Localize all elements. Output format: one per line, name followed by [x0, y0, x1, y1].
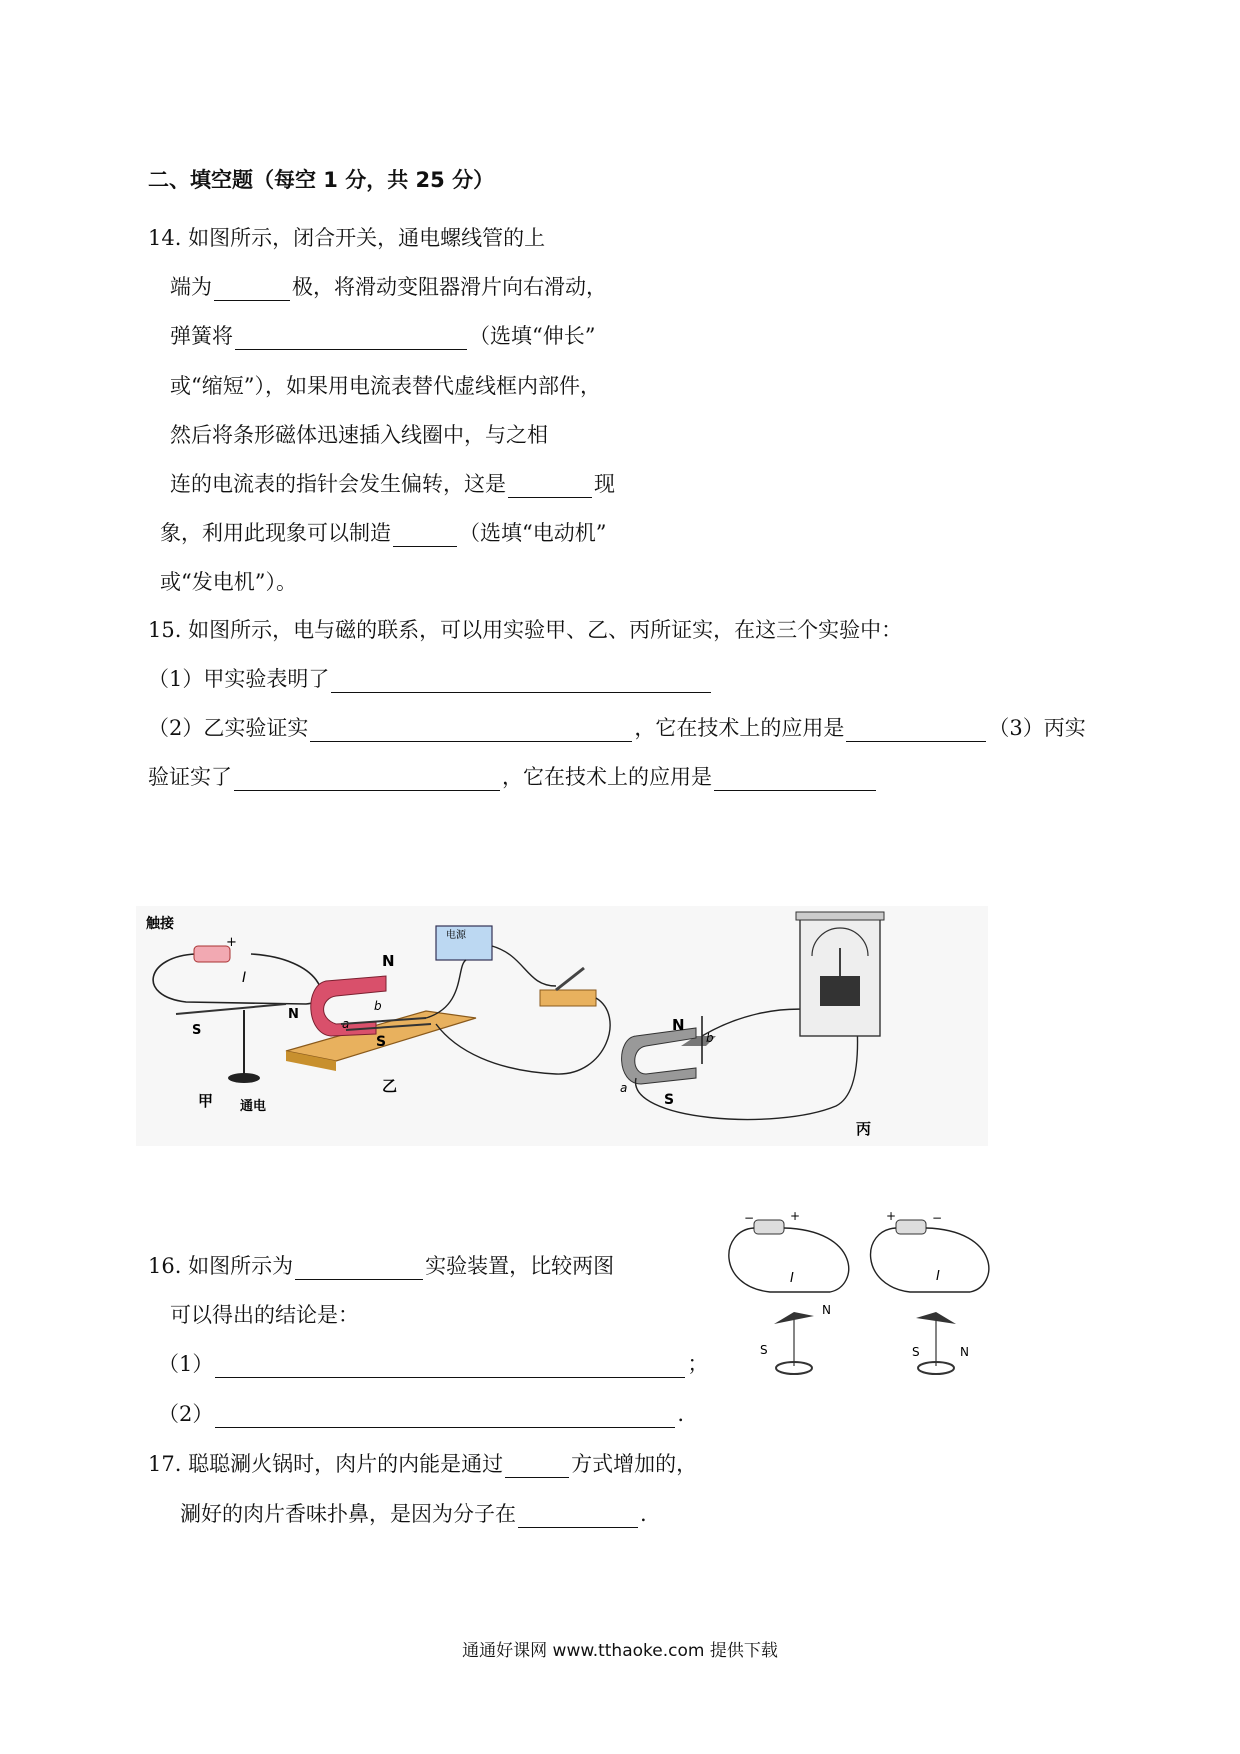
label-left-plus: +: [790, 1209, 801, 1223]
label-s: S: [192, 1023, 202, 1038]
q14-blank-device: [393, 524, 457, 547]
q14-line-5: 然后将条形磁体迅速插入线圈中，与之相: [170, 423, 548, 447]
label-right-current: I: [936, 1269, 940, 1284]
q17-line-1: [148, 1450, 697, 1478]
label-right-n: N: [960, 1345, 969, 1359]
page-footer: 通通好课网 www.tthaoke.com 提供下载: [462, 1641, 778, 1661]
q15-blank-5: [714, 768, 876, 791]
label-power-on: 通电: [240, 1099, 267, 1114]
q16-line-3: [158, 1350, 708, 1378]
q16-line-4: [158, 1400, 684, 1428]
battery-icon: [194, 946, 230, 962]
q15-text: （3）丙实: [988, 716, 1086, 740]
label-plus: +: [226, 935, 237, 950]
figure-16-svg: [710, 1206, 1010, 1382]
q15-blank-1: [331, 670, 711, 693]
label-ind-a: a: [620, 1081, 628, 1095]
q14-line-6: [170, 470, 615, 498]
q14-line-2: [170, 273, 607, 301]
q14-blank-spring: [235, 327, 467, 350]
q14-text: 端为: [170, 275, 212, 299]
q15-line-4: [148, 763, 878, 791]
q16-blank-conclusion-1: [215, 1355, 685, 1378]
q14-text: 连的电流表的指针会发生偏转，这是: [170, 472, 506, 496]
label-ind-s: S: [664, 1092, 675, 1108]
q16-line-2: 可以得出的结论是：: [170, 1303, 359, 1327]
q15-line-1: 15. 如图所示，电与磁的联系，可以用实验甲、乙、丙所证实，在这三个实验中：: [148, 618, 903, 642]
label-bing: 丙: [856, 1120, 872, 1138]
q14-text: 弹簧将: [170, 324, 233, 348]
label-left-n: N: [822, 1303, 831, 1317]
battery-right-icon: [896, 1220, 926, 1234]
label-magnet-s: S: [376, 1034, 387, 1050]
q17-text: 方式增加的，: [571, 1452, 698, 1476]
q17-blank-molecule: [518, 1505, 638, 1528]
label-ind-b: b: [706, 1031, 714, 1045]
label-yi: 乙: [382, 1077, 398, 1095]
figure-15-svg: [136, 906, 988, 1146]
galvanometer-top: [796, 912, 884, 920]
q15-text: ，它在技术上的应用是: [502, 765, 712, 789]
q14-text: 象，利用此现象可以制造: [160, 521, 391, 545]
label-left-minus: −: [744, 1211, 755, 1225]
q14-line-3: [170, 322, 595, 350]
label-right-minus: −: [932, 1211, 943, 1225]
switch-base: [540, 990, 596, 1006]
label-current: I: [242, 970, 247, 986]
q15-text: （2）乙实验证实: [148, 716, 309, 740]
q14-text: （选填“电动机”: [459, 521, 607, 545]
galvanometer-window: [820, 976, 860, 1006]
q14-line-4: 或“缩短”），如果用电流表替代虚线框内部件，: [170, 374, 601, 398]
q16-text: 实验装置，比较两图: [425, 1254, 615, 1278]
q16-blank-experiment: [295, 1257, 423, 1280]
stand-base: [228, 1073, 260, 1083]
label-magnet-n: N: [382, 952, 395, 970]
label-left-current: I: [790, 1271, 794, 1286]
q14-line-1: 14. 如图所示，闭合开关，通电螺线管的上: [148, 226, 546, 250]
q15-blank-4: [234, 768, 500, 791]
figure-electromagnetism-experiments: [136, 906, 988, 1146]
q16-text: （1）: [158, 1352, 214, 1376]
label-ind-n: N: [672, 1016, 685, 1034]
q14-text: 极，将滑动变阻器滑片向右滑动，: [292, 275, 607, 299]
q17-line-2: [180, 1500, 647, 1528]
q15-line-2: [148, 665, 713, 693]
q14-text: 现: [594, 472, 615, 496]
label-left-s: S: [760, 1343, 768, 1357]
q14-blank-pole: [214, 278, 290, 301]
q16-text: （2）: [158, 1402, 214, 1426]
q14-text: （选填“伸长”: [469, 324, 596, 348]
q16-line-1: [148, 1252, 614, 1280]
label-b: b: [374, 999, 382, 1013]
q17-blank-method: [505, 1455, 569, 1478]
q16-text: 16. 如图所示为: [148, 1254, 294, 1278]
label-right-s: S: [912, 1345, 920, 1359]
label-jia: 甲: [198, 1092, 214, 1110]
q15-blank-2: [310, 719, 632, 742]
q15-blank-3: [846, 719, 986, 742]
q15-text: 验证实了: [148, 765, 232, 789]
q16-text: .: [677, 1402, 685, 1426]
label-touch: 触接: [146, 916, 174, 932]
q17-text: 涮好的肉片香味扑鼻，是因为分子在: [180, 1502, 516, 1526]
figure-oersted-comparison: [710, 1206, 1010, 1382]
label-n: N: [288, 1007, 299, 1022]
q17-text: 17. 聪聪涮火锅时，肉片的内能是通过: [148, 1452, 504, 1476]
q16-blank-conclusion-2: [215, 1405, 675, 1428]
q15-text: （1）甲实验表明了: [148, 667, 330, 691]
label-power-supply: 电源: [446, 930, 466, 941]
battery-left-icon: [754, 1220, 784, 1234]
q15-text: ，它在技术上的应用是: [634, 716, 845, 740]
wire-right: [871, 1228, 989, 1292]
q14-line-8: 或“发电机”）。: [160, 570, 297, 594]
q17-text: .: [640, 1502, 647, 1526]
wire-left: [729, 1228, 849, 1292]
section-title: 二、填空题（每空 1 分，共 25 分）: [148, 168, 495, 192]
q14-line-7: [160, 519, 606, 547]
q16-text: ；: [687, 1352, 709, 1376]
q14-blank-phenomenon: [508, 475, 592, 498]
label-right-plus: +: [886, 1209, 897, 1223]
q15-line-3: [148, 714, 1086, 742]
